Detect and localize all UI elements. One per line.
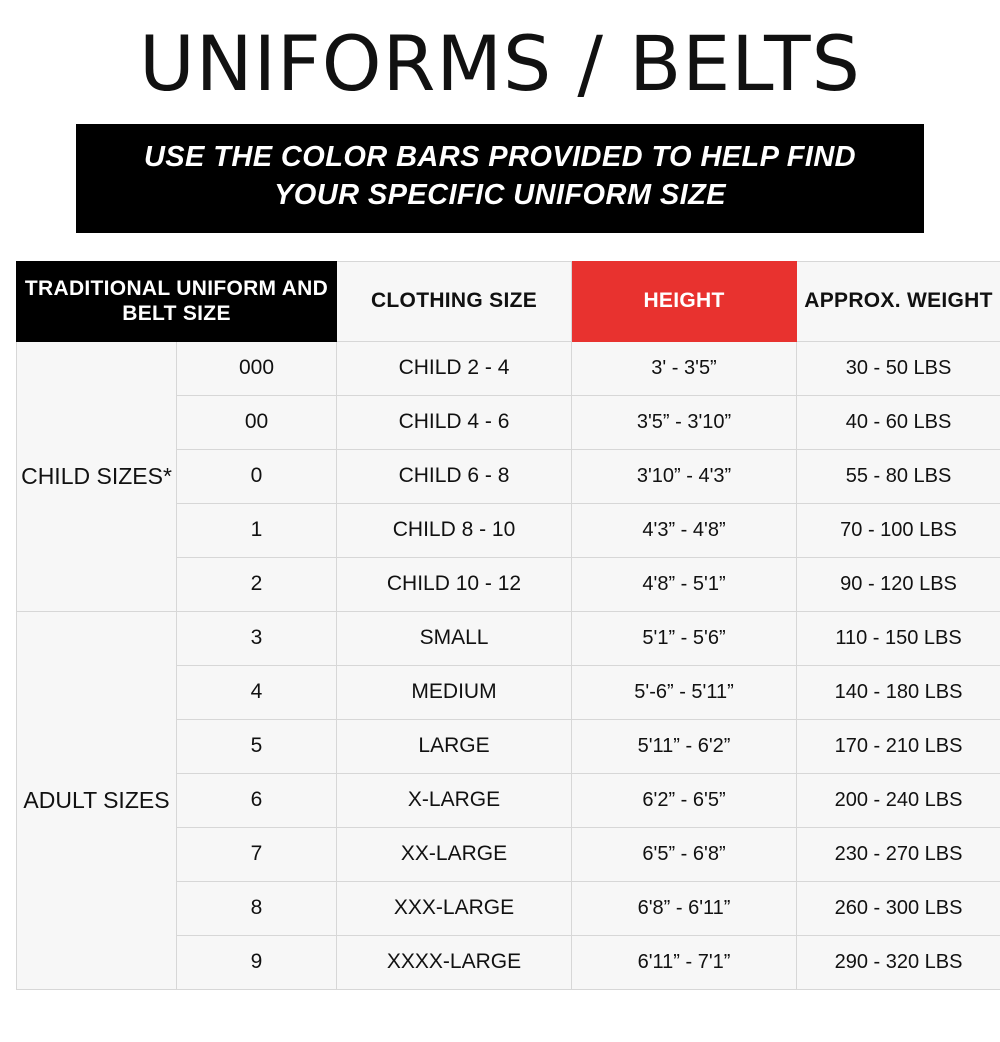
- cell-size: 9: [177, 935, 337, 989]
- cell-clothing: CHILD 6 - 8: [337, 449, 572, 503]
- cell-height: 5'1” - 5'6”: [572, 611, 797, 665]
- cell-clothing: XXX-LARGE: [337, 881, 572, 935]
- cell-clothing: MEDIUM: [337, 665, 572, 719]
- cell-clothing: XXXX-LARGE: [337, 935, 572, 989]
- size-chart-table: [16, 261, 1000, 990]
- cell-height: 6'11” - 7'1”: [572, 935, 797, 989]
- cell-size: 00: [177, 395, 337, 449]
- cell-weight: 290 - 320 LBS: [797, 935, 1000, 989]
- table-header: [17, 261, 1000, 341]
- instruction-banner: [76, 124, 924, 233]
- cell-size: 3: [177, 611, 337, 665]
- cell-height: 3'5” - 3'10”: [572, 395, 797, 449]
- cell-size: 000: [177, 341, 337, 395]
- cell-size: 8: [177, 881, 337, 935]
- cell-height: 6'2” - 6'5”: [572, 773, 797, 827]
- cell-clothing: X-LARGE: [337, 773, 572, 827]
- cell-weight: 55 - 80 LBS: [797, 449, 1000, 503]
- column-header-clothing-size: CLOTHING SIZE: [337, 261, 572, 341]
- group-label-child: CHILD SIZES*: [17, 341, 177, 611]
- table-row: [17, 611, 1000, 665]
- cell-height: 4'8” - 5'1”: [572, 557, 797, 611]
- cell-height: 3'10” - 4'3”: [572, 449, 797, 503]
- cell-size: 1: [177, 503, 337, 557]
- column-header-height: HEIGHT: [572, 261, 797, 341]
- cell-height: 6'5” - 6'8”: [572, 827, 797, 881]
- cell-clothing: LARGE: [337, 719, 572, 773]
- cell-clothing: CHILD 8 - 10: [337, 503, 572, 557]
- banner-line-1: USE THE COLOR BARS PROVIDED TO HELP FIND: [143, 141, 857, 173]
- cell-weight: 200 - 240 LBS: [797, 773, 1000, 827]
- page-title: UNIFORMS / BELTS: [139, 19, 861, 108]
- cell-clothing: CHILD 4 - 6: [337, 395, 572, 449]
- table-body: [17, 341, 1000, 989]
- column-header-approx-weight: APPROX. WEIGHT: [797, 261, 1000, 341]
- group-label-adult: ADULT SIZES: [17, 611, 177, 989]
- cell-height: 5'11” - 6'2”: [572, 719, 797, 773]
- cell-weight: 70 - 100 LBS: [797, 503, 1000, 557]
- cell-height: 6'8” - 6'11”: [572, 881, 797, 935]
- cell-size: 0: [177, 449, 337, 503]
- cell-weight: 30 - 50 LBS: [797, 341, 1000, 395]
- cell-weight: 260 - 300 LBS: [797, 881, 1000, 935]
- cell-weight: 140 - 180 LBS: [797, 665, 1000, 719]
- banner-line-2: YOUR SPECIFIC UNIFORM SIZE: [274, 179, 726, 212]
- size-table-container: [16, 261, 993, 990]
- cell-size: 5: [177, 719, 337, 773]
- cell-weight: 170 - 210 LBS: [797, 719, 1000, 773]
- cell-weight: 110 - 150 LBS: [797, 611, 1000, 665]
- cell-height: 5'-6” - 5'11”: [572, 665, 797, 719]
- table-row: [17, 341, 1000, 395]
- cell-height: 3' - 3'5”: [572, 341, 797, 395]
- cell-size: 2: [177, 557, 337, 611]
- cell-size: 7: [177, 827, 337, 881]
- cell-size: 6: [177, 773, 337, 827]
- table-header-row: [17, 261, 1000, 341]
- cell-clothing: CHILD 2 - 4: [337, 341, 572, 395]
- cell-height: 4'3” - 4'8”: [572, 503, 797, 557]
- column-header-traditional-size: TRADITIONAL UNIFORM AND BELT SIZE: [17, 261, 337, 341]
- cell-weight: 40 - 60 LBS: [797, 395, 1000, 449]
- cell-weight: 230 - 270 LBS: [797, 827, 1000, 881]
- cell-size: 4: [177, 665, 337, 719]
- cell-clothing: XX-LARGE: [337, 827, 572, 881]
- cell-weight: 90 - 120 LBS: [797, 557, 1000, 611]
- cell-clothing: CHILD 10 - 12: [337, 557, 572, 611]
- cell-clothing: SMALL: [337, 611, 572, 665]
